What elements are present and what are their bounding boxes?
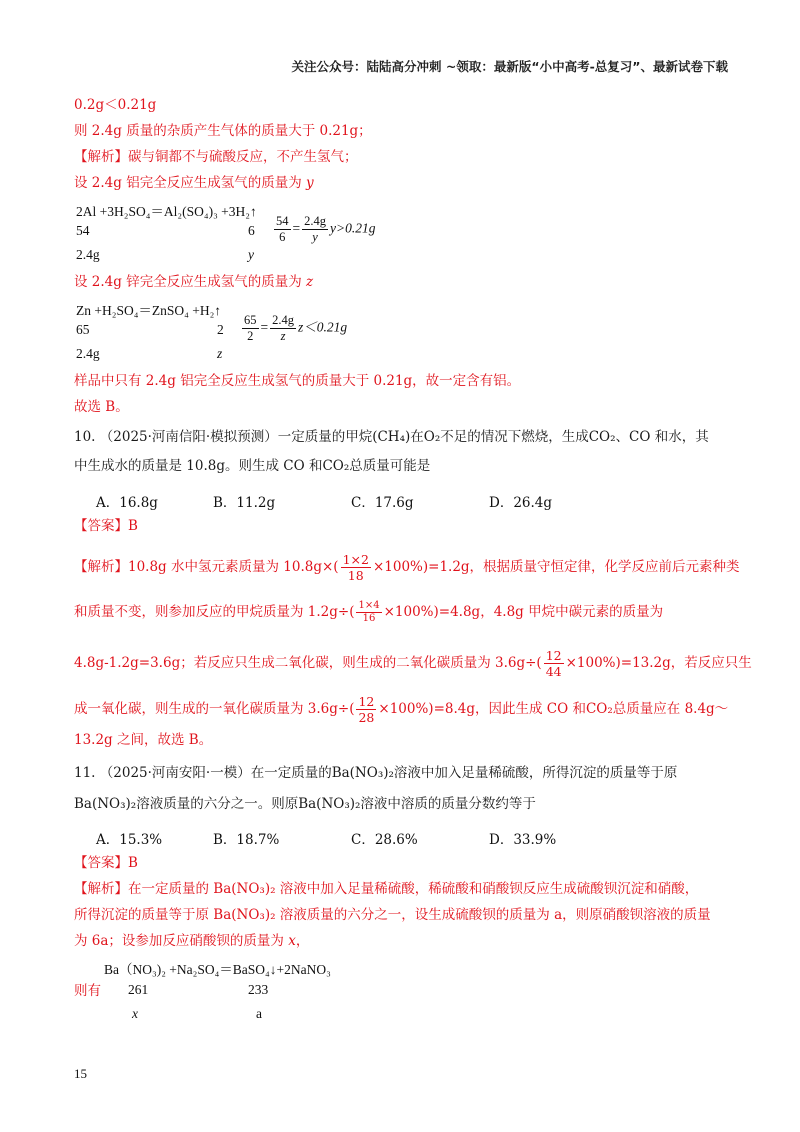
chemical-equation: 2Al +3H₂SO₄＝Al₂(SO₄)₃ +3H₂↑ <box>76 204 257 219</box>
option-a: A．16.8g <box>96 495 158 511</box>
solution-line: 故选 B。 <box>74 399 129 415</box>
option-b: B．18.7% <box>213 832 280 848</box>
analysis-line: 【解析】10.8g 水中氢元素质量为 10.8g×( $\frac{1\times 2}{18}$ ×100%)=1.2g，根据质量守恒定律，化学反应前后元素种类 <box>74 552 740 583</box>
answer-line: 【答案】B <box>74 518 138 534</box>
proportion-equation: $\frac{54}{6}$ = $\frac{2.4g}{y}$ y>0.21g <box>276 214 376 244</box>
solution-line: 样品中只有 2.4g 铝完全反应生成氢气的质量大于 0.21g，故一定含有铝。 <box>74 373 521 389</box>
question-stem: Ba(NO₃)₂溶液质量的六分之一。则原Ba(NO₃)₂溶液中溶质的质量分数约等于 <box>74 796 536 812</box>
analysis-line: 【解析】在一定质量的 Ba(NO₃)₂ 溶液中加入足量稀硫酸，稀硫酸和硝酸钡反应生成硫酸钡沉淀和硝酸， <box>74 881 699 897</box>
fraction: $\frac{1\times 4}{16}$ <box>358 600 380 624</box>
equation-coefficient: 65 <box>76 322 90 337</box>
fraction: $\frac{65}{2}$ <box>244 313 257 343</box>
fraction: $\frac{12}{44}$ <box>545 648 562 679</box>
fraction: $\frac{2.4g}{z}$ <box>272 313 294 343</box>
option-c: C．28.6% <box>351 832 418 848</box>
fraction: $\frac{54}{6}$ <box>276 214 289 244</box>
fraction: $\frac{1\times 2}{18}$ <box>342 552 369 583</box>
then-label: 则有 <box>74 983 101 999</box>
equation-coefficient: 6 <box>248 223 255 238</box>
equation-coefficient: 233 <box>248 982 269 997</box>
equation-variable: x <box>132 1006 138 1021</box>
solution-line: 则 2.4g 质量的杂质产生气体的质量大于 0.21g； <box>74 123 372 139</box>
analysis-tag: 【解析】 <box>74 559 128 575</box>
equation-variable: z <box>217 346 223 361</box>
analysis-tag: 【解析】 <box>74 881 128 897</box>
fraction: $\frac{2.4g}{y}$ <box>304 214 326 244</box>
equation-coefficient: 54 <box>76 223 90 238</box>
proportion-equation: $\frac{65}{2}$ = $\frac{2.4g}{z}$ z＜0.21g <box>244 313 348 343</box>
question-stem: 10. （2025·河南信阳·模拟预测）一定质量的甲烷(CH₄)在O₂不足的情况下燃烧，生成CO₂、CO 和水，其 <box>74 429 709 445</box>
equation-variable: a <box>256 1006 262 1021</box>
analysis-line: 成一氧化碳，则生成的一氧化碳质量为 3.6g÷( $\frac{12}{28}$ ×100%)=8.4g，因此生成 CO 和CO₂总质量应在 8.4g～ <box>74 694 729 725</box>
question-stem: 中生成水的质量是 10.8g。则生成 CO 和CO₂总质量可能是 <box>74 458 431 474</box>
solution-line: 0.2g＜0.21g <box>74 97 157 113</box>
equation-variable: y <box>248 247 254 262</box>
option-a: A．15.3% <box>96 832 163 848</box>
solution-line: 设 2.4g 锌完全反应生成氢气的质量为 z <box>74 274 314 290</box>
answer-line: 【答案】B <box>74 855 138 871</box>
chemical-equation: Ba（NO₃)₂ +Na₂SO₄＝BaSO₄↓+2NaNO₃ <box>104 962 331 977</box>
option-b: B．11.2g <box>213 495 276 511</box>
equation-mass: 2.4g <box>76 247 100 262</box>
option-d: D．33.9% <box>489 832 557 848</box>
page-header: 关注公众号：陆陆高分冲刺 ~领取：最新版“小中高考-总复习”、最新试卷下载 <box>291 59 728 74</box>
analysis-line: 4.8g-1.2g=3.6g；若反应只生成二氧化碳，则生成的二氧化碳质量为 3.6g÷( $\frac{12}{44}$ ×100%)=13.2g，若反应只生 <box>74 648 752 679</box>
option-c: C．17.6g <box>351 495 414 511</box>
analysis-line: 为 6a；设参加反应硝酸钡的质量为 x， <box>74 933 310 949</box>
equation-mass: 2.4g <box>76 346 100 361</box>
question-stem: 11. （2025·河南安阳·一模）在一定质量的Ba(NO₃)₂溶液中加入足量稀硫酸，所得沉淀的质量等于原 <box>74 765 678 781</box>
solution-line: 【解析】碳与铜都不与硫酸反应，不产生氢气； <box>74 149 358 165</box>
analysis-line: 所得沉淀的质量等于原 Ba(NO₃)₂ 溶液质量的六分之一，设生成硫酸钡的质量为 a，则原硝酸钡溶液的质量 <box>74 907 711 923</box>
equation-coefficient: 2 <box>217 322 224 337</box>
analysis-line: 和质量不变，则参加反应的甲烷质量为 1.2g÷( $\frac{1\times 4}{16}$ ×100%)=4.8g，4.8g 甲烷中碳元素的质量为 <box>74 600 664 624</box>
chemical-equation: Zn +H₂SO₄＝ZnSO₄ +H₂↑ <box>76 303 222 318</box>
fraction: $\frac{12}{28}$ <box>358 694 375 725</box>
solution-line: 设 2.4g 铝完全反应生成氢气的质量为 y <box>74 175 314 191</box>
analysis-tag: 【解析】 <box>74 149 128 165</box>
equation-coefficient: 261 <box>128 982 149 997</box>
option-d: D．26.4g <box>489 495 553 511</box>
page-number: 15 <box>74 1066 87 1081</box>
analysis-line: 13.2g 之间，故选 B。 <box>74 732 213 748</box>
